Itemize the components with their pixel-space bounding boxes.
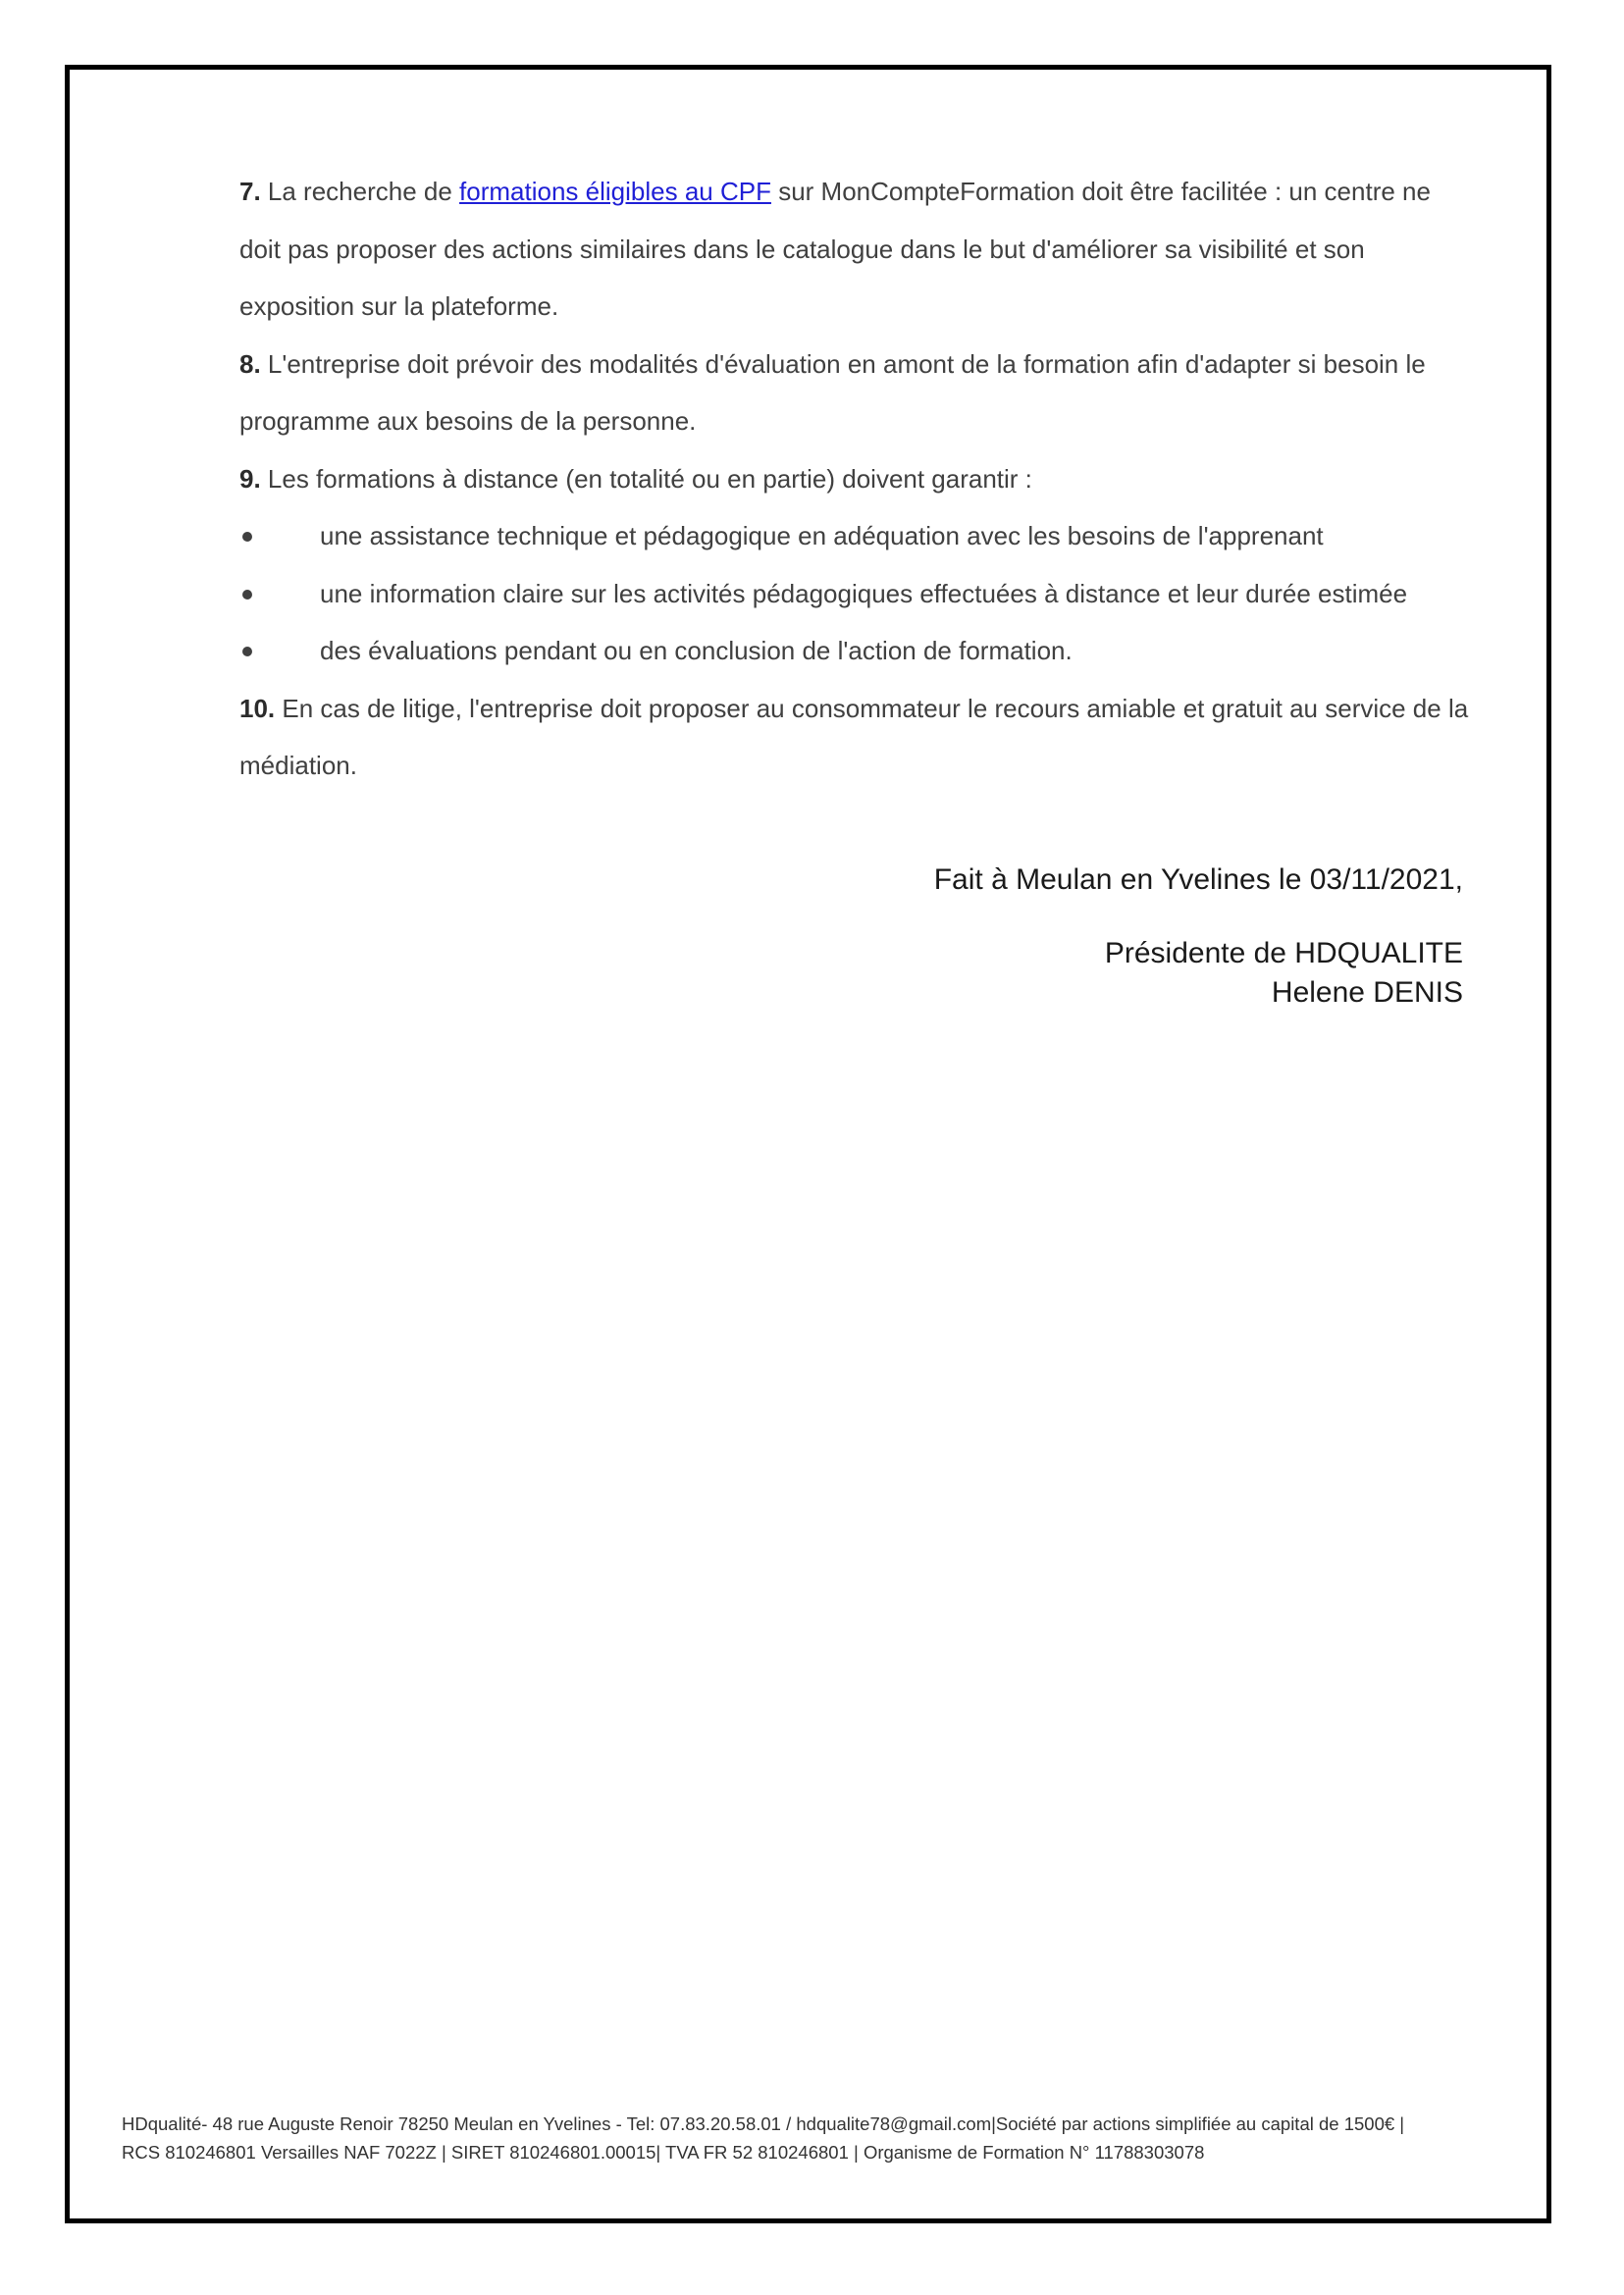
paragraph-text: L'entreprise doit prévoir des modalités d'évaluation en amont de la formation afin d'adapter si besoin le programme aux besoins de la personne. bbox=[239, 348, 1426, 436]
list-item bbox=[239, 507, 1476, 565]
footer bbox=[122, 2110, 1545, 2166]
list-item-text: une assistance technique et pédagogique en adéquation avec les besoins de l'apprenant bbox=[320, 521, 1324, 550]
cpf-formations-link[interactable]: formations éligibles au CPF bbox=[459, 177, 771, 206]
place-date: Fait à Meulan en Yvelines le 03/11/2021, bbox=[933, 863, 1463, 896]
signature-block bbox=[934, 856, 1463, 1013]
paragraph-7 bbox=[239, 163, 1476, 336]
item-number: 7. bbox=[239, 177, 261, 206]
paragraph-text: Les formations à distance (en totalité ou en partie) doivent garantir : bbox=[260, 463, 1032, 494]
list-item bbox=[239, 622, 1476, 680]
paragraph-text: sur MonCompteFormation doit être facilitée : un centre ne doit pas proposer des actions similaires dans le catalogue dans le but d'améliorer sa visibilité et son exposition sur la plateforme. bbox=[239, 177, 1431, 321]
document-body bbox=[239, 163, 1476, 795]
bullet-icon bbox=[242, 590, 252, 600]
bullet-icon bbox=[242, 647, 252, 656]
item-number: 8. bbox=[239, 348, 261, 379]
list-item-text: une information claire sur les activités pédagogiques effectuées à distance et leur durée estimée bbox=[320, 578, 1408, 608]
paragraph-8 bbox=[239, 336, 1476, 450]
footer-line-2: RCS 810246801 Versailles NAF 7022Z | SIRET 810246801.00015| TVA FR 52 810246801 | Organisme de Formation N° 11788303078 bbox=[122, 2142, 1205, 2163]
list-item-text: des évaluations pendant ou en conclusion de l'action de formation. bbox=[320, 636, 1073, 665]
signatory-name: Helene DENIS bbox=[1271, 976, 1463, 1009]
signatory-title: Présidente de HDQUALITE bbox=[1104, 937, 1463, 969]
footer-line-1: HDqualité- 48 rue Auguste Renoir 78250 Meulan en Yvelines - Tel: 07.83.20.58.01 / hdqualite78@gmail.com|Société par actions simplifiée au capital de 1500€ | bbox=[122, 2113, 1405, 2134]
item-number: 9. bbox=[239, 463, 261, 494]
paragraph-10 bbox=[239, 680, 1476, 795]
bullet-icon bbox=[242, 532, 252, 542]
list-item bbox=[239, 565, 1476, 623]
bullet-list bbox=[239, 507, 1476, 680]
item-number: 10. bbox=[239, 693, 276, 723]
paragraph-text: La recherche de bbox=[260, 177, 460, 206]
paragraph-text: En cas de litige, l'entreprise doit proposer au consommateur le recours amiable et gratuit au service de la médiation. bbox=[239, 693, 1469, 780]
paragraph-9 bbox=[239, 450, 1476, 508]
